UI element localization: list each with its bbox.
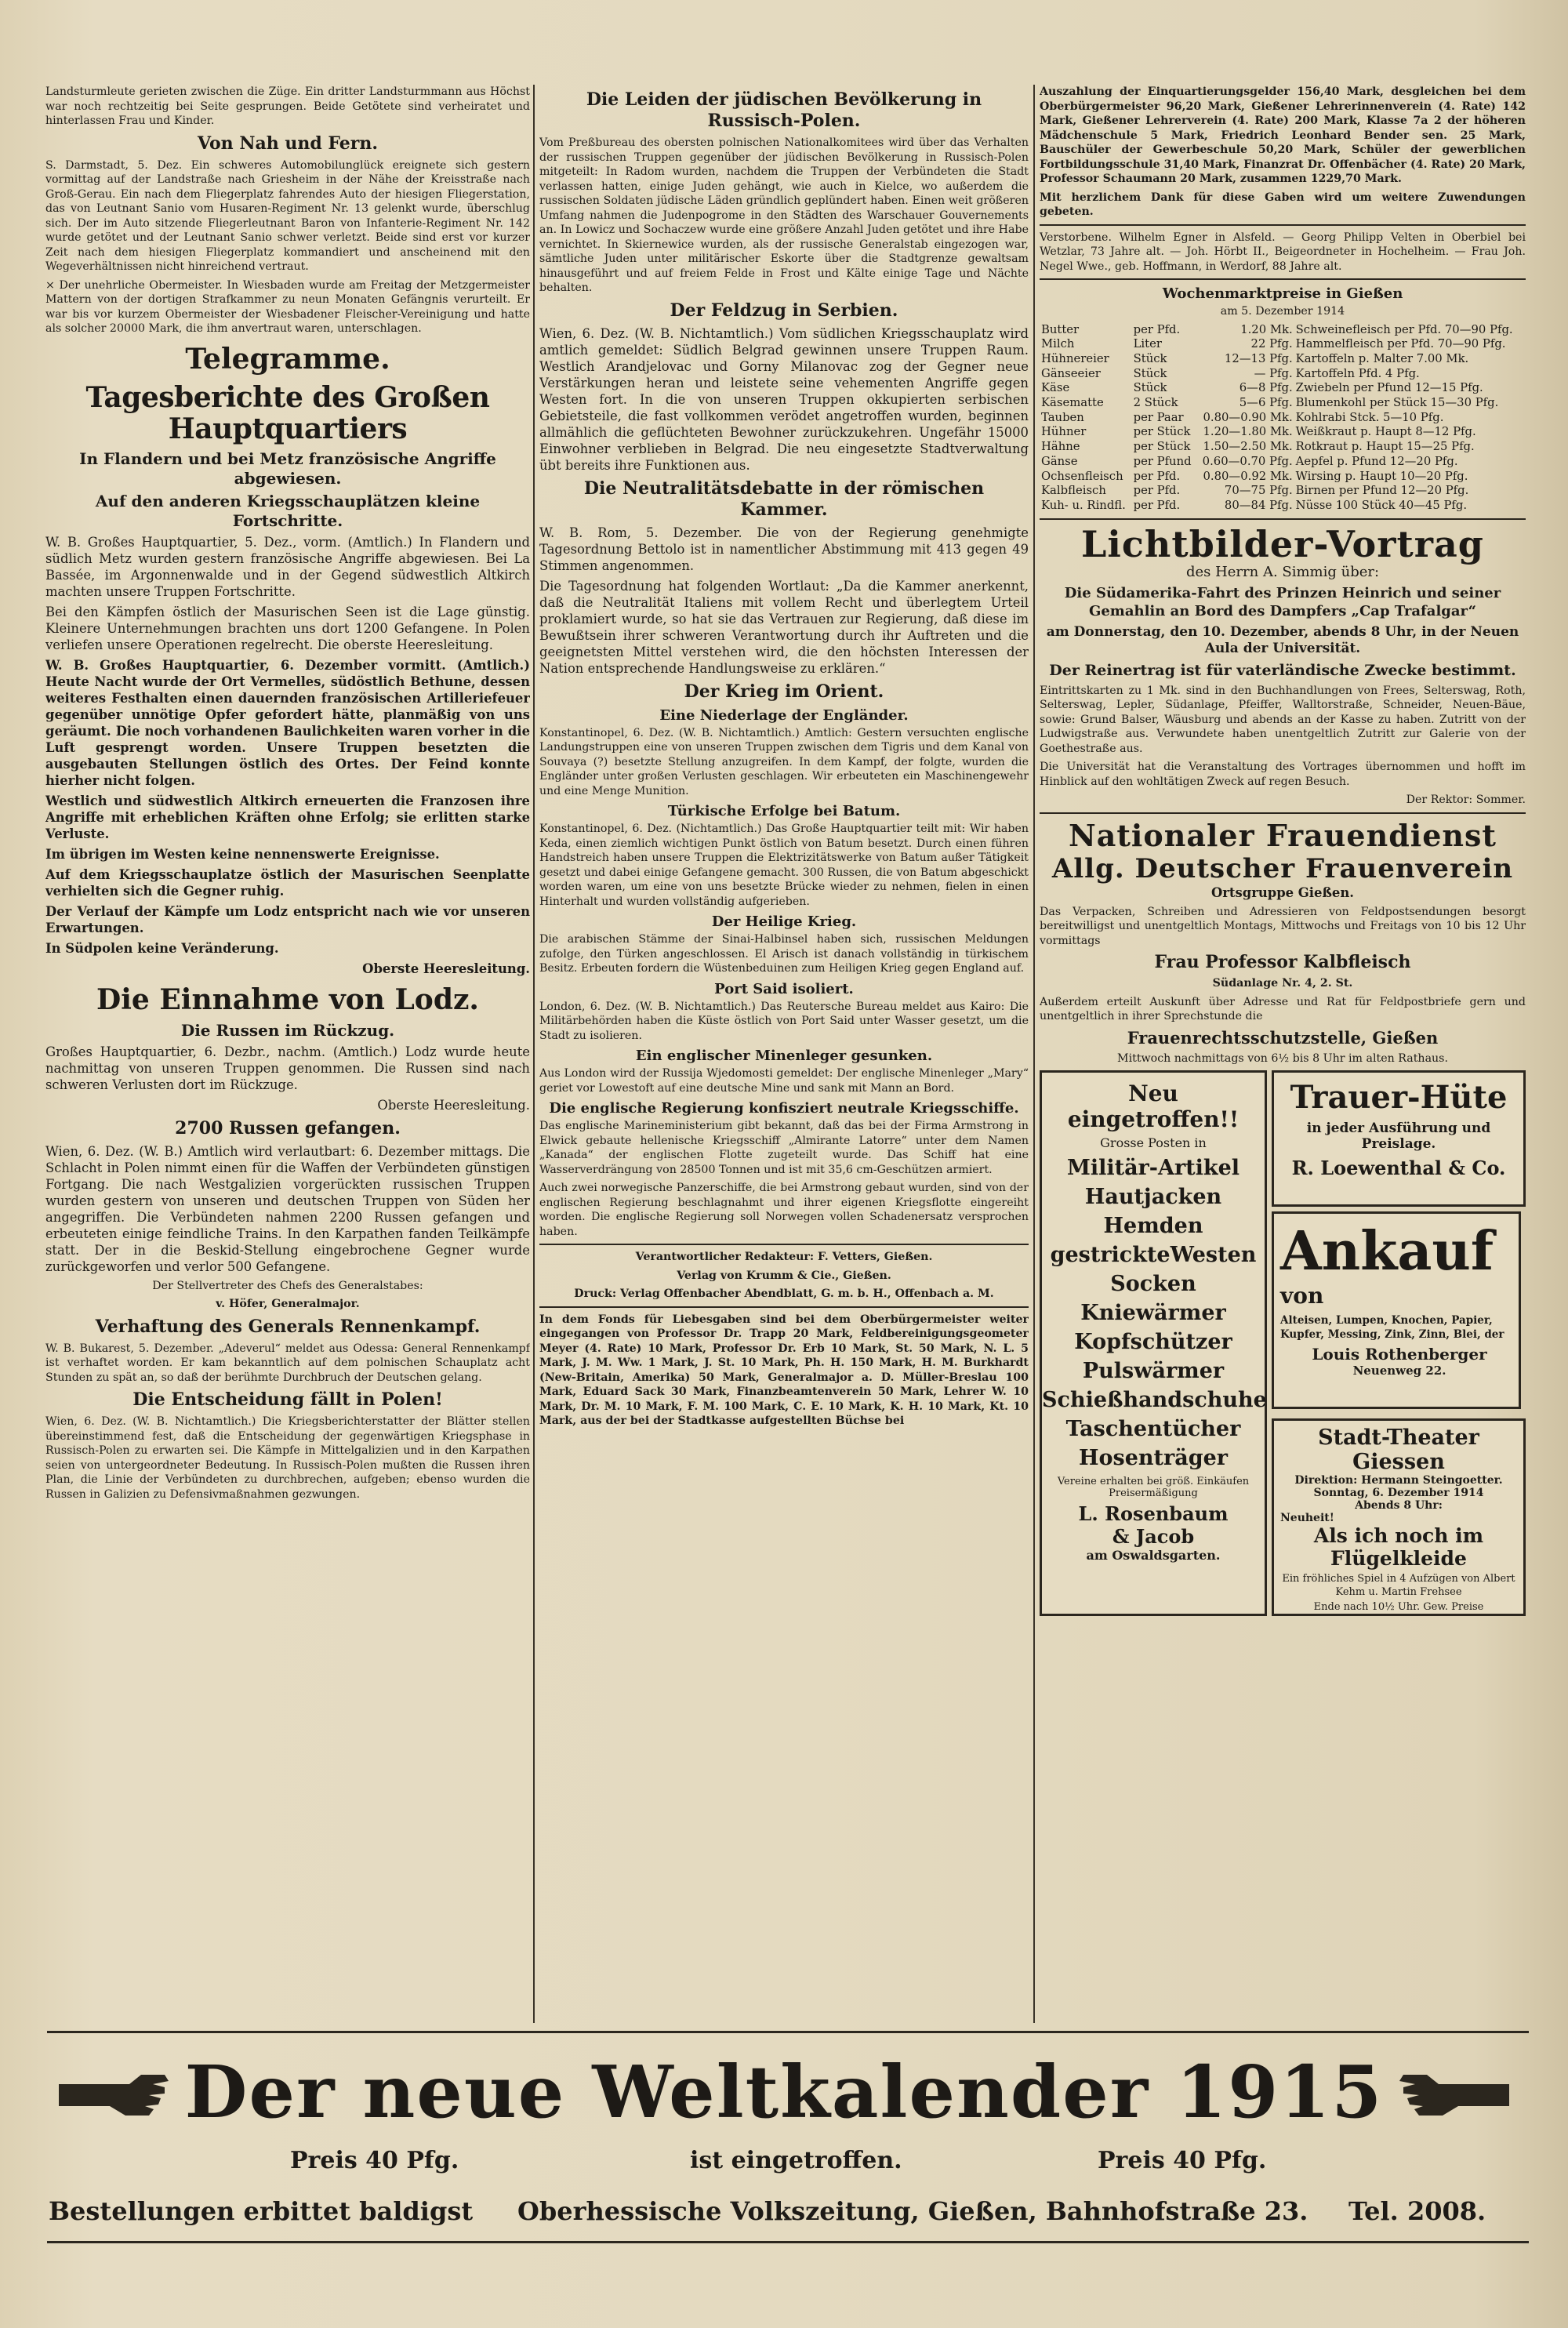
market-price-cell: Gänse xyxy=(1041,454,1078,468)
market-price-cell: 22 Pfg. xyxy=(1250,337,1293,351)
market-price-cell: Kalbfleisch xyxy=(1041,484,1106,498)
advert-address: am Oswaldsgarten. xyxy=(1086,1548,1221,1564)
column-middle xyxy=(539,85,1029,2021)
market-price-cell: Aepfel p. Pfund 12—20 Pfg. xyxy=(1295,454,1458,468)
market-price-cell: Weißkraut p. Haupt 8—12 Pfg. xyxy=(1295,425,1476,439)
lecture-rector: Der Rektor: Sommer. xyxy=(1406,794,1526,807)
section-heading: Der Krieg im Orient. xyxy=(684,681,884,702)
imprint-line: Druck: Verlag Offenbacher Abendblatt, G. m. b. H., Offenbach a. M. xyxy=(574,1287,994,1300)
lecture-topic: Die Südamerika-Fahrt des Prinzen Heinrich und seiner Gemahlin an Bord des Dampfers „Cap Trafalgar“ xyxy=(1064,584,1501,619)
theater-date: Sonntag, 6. Dezember 1914 xyxy=(1313,1487,1484,1500)
footer-top-rule xyxy=(47,2031,1529,2033)
market-price-cell: per Stück xyxy=(1133,440,1191,454)
advert-address: Neuenweg 22. xyxy=(1352,1364,1446,1378)
article-text: Konstantinopel, 6. Dez. (W. B. Nichtamtlich.) Amtlich: Gestern versuchten englische Landungstruppen eine von unseren Truppen zwischen dem Tigris und dem Kanal von Souvaya (?) besetzte Stellung anzugreifen. In dem Kampf, der folgte, wurden die Engländer unter großen Verlusten geschlagen. Wir erbeuteten ein Maschinengewehr und eine Menge Munition. xyxy=(539,726,1029,797)
advert-headline xyxy=(1280,1220,1519,1309)
market-price-row xyxy=(1040,411,1526,426)
obituaries: Verstorbene. Wilhelm Egner in Alsfeld. — Georg Philipp Velten in Oberbiel bei Wetzlar, 73 Jahre alt. — Joh. Hörbt II., Beigeordneter in Hochelheim. — Frau Joh. Negel Wwe., geb. Hoffmann, in Werdorf, 88 Jahre alt. xyxy=(1040,231,1526,273)
advert-item: Hemden xyxy=(1103,1214,1203,1239)
advert-headline: Trauer-Hüte xyxy=(1290,1079,1508,1117)
section-heading: Die Einnahme von Lodz. xyxy=(96,982,479,1016)
imprint-line: Verlag von Krumm & Cie., Gießen. xyxy=(677,1269,891,1282)
market-price-cell: 0.80—0.92 Mk. xyxy=(1203,469,1293,483)
subheading: Ein englischer Minenleger gesunken. xyxy=(635,1048,933,1064)
section-heading: Der Feldzug in Serbien. xyxy=(670,300,898,321)
market-price-cell: Hühner xyxy=(1041,425,1087,439)
article-text: W. B. Großes Hauptquartier, 5. Dez., vorm. (Amtlich.) In Flandern und südlich Metz wurden gestern französische Angriffe abgewiesen. Bei La Bassée, im Argonnenwalde und in der Gegend südwestlich Altkirch machten unsere Truppen Fortschritte. xyxy=(45,534,530,599)
footer-publisher: Oberhessische Volkszeitung, Gießen, Bahnhofstraße 23. xyxy=(517,2196,1308,2226)
market-price-cell: Hammelfleisch per Pfd. 70—90 Pfg. xyxy=(1295,337,1506,351)
theater-play-desc: Ein fröhliches Spiel in 4 Aufzügen von Albert Kehm u. Martin Frehsee xyxy=(1282,1573,1515,1599)
market-price-cell: per Paar xyxy=(1133,410,1184,424)
market-price-cell: Kohlrabi Stck. 5—10 Pfg. xyxy=(1295,410,1444,424)
article-text: Auf dem Kriegsschauplatze östlich der Masurischen Seenplatte verhielten sich die Gegner ruhig. xyxy=(45,866,530,899)
article-text: W. B. Bukarest, 5. Dezember. „Adeverul“ meldet aus Odessa: General Rennenkampf ist verhaftet worden. Er kam bekanntlich auf dem polnischen Schauplatz acht Stunden zu spät an, so daß der berühmte Durchbruch der Deutschen gelang. xyxy=(45,1342,530,1384)
market-price-cell: Kartoffeln Pfd. 4 Pfg. xyxy=(1295,366,1420,380)
market-price-cell: Käse xyxy=(1041,381,1070,395)
advert-headline: Stadt-Theater Giessen xyxy=(1318,1425,1479,1475)
theater-end xyxy=(1274,1601,1523,1613)
market-price-row xyxy=(1040,470,1526,485)
frauenverein-title: Allg. Deutscher Frauenverein xyxy=(1051,852,1514,884)
market-price-row xyxy=(1040,440,1526,455)
advert-firm: Louis Rothenberger xyxy=(1312,1345,1487,1364)
frauenverein-office: Frauenrechtsschutzstelle, Gießen xyxy=(1127,1027,1439,1048)
market-price-cell: 6—8 Pfg. xyxy=(1239,381,1293,395)
article-text: Großes Hauptquartier, 6. Dezbr., nachm. (Amtlich.) Lodz wurde heute nachmittag von unseren Truppen genommen. Die Russen sind nach schweren Verlusten dort im Rückzuge. xyxy=(45,1044,530,1092)
footer-telephone: Tel. 2008. xyxy=(1348,2196,1486,2226)
advert-item: Pulswärmer xyxy=(1082,1359,1225,1384)
market-price-cell: Tauben xyxy=(1041,410,1084,424)
market-price-row xyxy=(1040,484,1526,499)
headline-tagesberichte: Tagesberichte des Großen Hauptquartiers xyxy=(85,380,490,445)
advert-items: Alteisen, Lumpen, Knochen, Papier, Kupfer, Messing, Zink, Zinn, Blei, der xyxy=(1280,1314,1504,1342)
market-price-cell: per Pfd. xyxy=(1133,484,1181,498)
advert-item: Kniewärmer xyxy=(1080,1301,1226,1326)
market-price-cell: per Stück xyxy=(1133,425,1191,439)
theater-prices: Gew. Preise xyxy=(1423,1601,1484,1614)
hand-pointer-icon xyxy=(55,2068,172,2123)
market-price-cell: Kartoffeln p. Malter 7.00 Mk. xyxy=(1295,351,1469,365)
market-price-cell: Milch xyxy=(1041,337,1075,351)
market-price-row xyxy=(1040,381,1526,396)
advert-ankauf xyxy=(1272,1211,1521,1409)
footer-price-left: Preis 40 Pfg. xyxy=(290,2147,459,2174)
frauenverein-text: Außerdem erteilt Auskunft über Adresse und Rat für Feldpostbriefe gern und unentgeltlich in ihrer Sprechstunde die xyxy=(1040,995,1526,1023)
theater-direction: Direktion: Hermann Steingoetter. xyxy=(1294,1474,1503,1487)
lecture-university: Die Universität hat die Veranstaltung des Vortrages übernommen und hofft im Hinblick auf den wohltätigen Zweck auf regen Besuch. xyxy=(1040,761,1526,788)
article-text: Mit herzlichem Dank für diese Gaben wird um weitere Zuwendungen gebeten. xyxy=(1040,191,1526,218)
lecture-ad-title: Lichtbilder-Vortrag xyxy=(1081,522,1484,565)
article-text: Der Verlauf der Kämpfe um Lodz entspricht nach wie vor unseren Erwartungen. xyxy=(45,903,530,935)
column-divider xyxy=(1033,85,1035,2023)
market-price-cell: 70—75 Pfg. xyxy=(1224,484,1293,498)
advert-firm: L. Rosenbaum xyxy=(1078,1502,1229,1526)
advert-rosenbaum xyxy=(1040,1070,1267,1616)
market-price-cell: 1.20—1.80 Mk. xyxy=(1203,425,1293,439)
theater-novelty: Neuheit! xyxy=(1280,1512,1334,1525)
advert-headline-word: Ankauf xyxy=(1280,1220,1494,1284)
divider xyxy=(539,1306,1029,1308)
advert-note: Vereine erhalten bei größ. Einkäufen Preisermäßigung xyxy=(1057,1476,1250,1500)
market-prices-table xyxy=(1040,323,1526,514)
market-price-cell: Stück xyxy=(1133,351,1167,365)
article-text: × Der unehrliche Obermeister. In Wiesbaden wurde am Freitag der Metzgermeister Mattern von der dortigen Strafkammer zu neun Monaten Gefängnis verurteilt. Er war bis vor kurzem Obermeister der Wiesbadener Fleischer-Vereinigung und hatte als solcher 20000 Mark, die ihm anvertraut waren, unterschlagen. xyxy=(45,278,530,335)
subheading: Port Said isoliert. xyxy=(714,980,854,997)
footer-price-right: Preis 40 Pfg. xyxy=(1098,2147,1267,2174)
section-heading: Verhaftung des Generals Rennenkampf. xyxy=(95,1316,481,1337)
subheading: Der Heilige Krieg. xyxy=(711,913,857,930)
section-heading: 2700 Russen gefangen. xyxy=(175,1117,401,1139)
market-price-cell: per Pfund xyxy=(1133,454,1192,468)
section-heading: Die Entscheidung fällt in Polen! xyxy=(132,1389,443,1410)
article-text: Aus London wird der Russija Wjedomosti gemeldet: Der englische Minenleger „Mary“ geriet vor Lowestoft auf eine deutsche Mine und sank mit Mann an Bord. xyxy=(539,1067,1029,1095)
subheading: Türkische Erfolge bei Batum. xyxy=(667,803,901,819)
advert-headline: Neu eingetroffen!! xyxy=(1067,1080,1240,1133)
advert-stadttheater xyxy=(1272,1418,1526,1616)
market-price-cell: 5—6 Pfg. xyxy=(1239,396,1293,410)
signature: v. Höfer, Generalmajor. xyxy=(216,1298,360,1310)
market-price-row xyxy=(1040,337,1526,352)
market-price-cell: 2 Stück xyxy=(1133,396,1178,410)
advert-headline-von: von xyxy=(1280,1283,1324,1309)
frauendienst-title: Nationaler Frauendienst xyxy=(1069,817,1497,853)
article-text: Die Tagesordnung hat folgenden Wortlaut: „Da die Kammer anerkennt, daß die Neutralität Italiens mit vollem Recht und überlegtem Urteil proklamiert wurde, so hat sie das Vertrauen zur Regierung, daß diese im Bewußtsein ihrer schweren Verantwortung durch ihr Auftreten und die geeignetsten Mittel verstehen wird, die den höchsten Interessen der Nation entsprechende Handlungsweise zu erklären.“ xyxy=(539,578,1029,676)
lecture-proceeds: Der Reinertrag ist für vaterländische Zwecke bestimmt. xyxy=(1049,661,1516,679)
subheading: In Flandern und bei Metz französische Angriffe abgewiesen. xyxy=(79,449,496,488)
market-price-row xyxy=(1040,367,1526,382)
market-price-cell: Stück xyxy=(1133,381,1167,395)
frauenverein-text: Das Verpacken, Schreiben und Adressieren von Feldpostsendungen besorgt bereitwilligst und unentgeltlich Montags, Mittwochs und Freitags von 10 bis 12 Uhr vormittags xyxy=(1040,905,1526,947)
divider xyxy=(1040,812,1526,814)
advert-item: Hautjacken xyxy=(1084,1185,1222,1210)
subheading: Die Russen im Rückzug. xyxy=(180,1020,395,1040)
footer-order: Bestellungen erbittet baldigst xyxy=(49,2196,474,2226)
market-price-cell: Zwiebeln per Pfund 12—15 Pfg. xyxy=(1295,381,1483,395)
market-price-cell: Birnen per Pfund 12—20 Pfg. xyxy=(1295,484,1469,498)
market-price-cell: per Pfd. xyxy=(1133,498,1181,512)
article-text: Das englische Marineministerium gibt bekannt, daß das bei der Firma Armstrong in Elwick gebaute hellenische Kriegsschiff „Almirante Latorre“ unter dem Namen „Kanada“ der englischen Flotte zugeteilt wurde. Das Schiff hat eine Wasserverdrängung von 28500 Tonnen und ist mit 35,6 cm-Geschützen armiert. xyxy=(539,1120,1029,1176)
column-right xyxy=(1040,85,1526,2021)
subheading: Die englische Regierung konfisziert neutrale Kriegsschiffe. xyxy=(549,1100,1019,1117)
market-price-cell: 0.60—0.70 Pfg. xyxy=(1202,454,1293,468)
market-price-cell: Rotkraut p. Haupt 15—25 Pfg. xyxy=(1295,440,1475,454)
article-text: Konstantinopel, 6. Dez. (Nichtamtlich.) Das Große Hauptquartier teilt mit: Wir haben Keda, einen ziemlich wichtigen Punkt östlich von Batum besetzt. Durch einen führen Handstreich haben unsere Truppen die Elektrizitätswerke von Batum außer Tätigkeit gesetzt und dabei einige Gefangene gemacht. 300 Russen, die von Batum abgeschickt worden waren, um eine von uns besetzte Brücke wieder zu nehmen, fielen in einen Hinterhalt und wurden vollständig aufgerieben. xyxy=(539,823,1029,908)
market-price-row xyxy=(1040,425,1526,440)
divider xyxy=(539,1244,1029,1245)
article-text: In dem Fonds für Liebesgaben sind bei dem Oberbürgermeister weiter eingegangen von Professor Dr. Trapp 20 Mark, Feldbereinigungsgeometer Meyer (4. Rate) 10 Mark, Professor Dr. Erb 10 Mark, St. 50 Mark, N. L. 5 Mark, J. M. Ww. 1 Mark, J. St. 10 Mark, Ph. H. 150 Mark, H. M. Burkhardt (New-Britain, Amerika) 50 Mark, Generalmajor a. D. Müller-Breslau 100 Mark, Eduard Sack 30 Mark, Finanzbeamtenverein 50 Mark, Lehrer W. 10 Mark, Dr. M. 10 Mark, F. M. 100 Mark, C. E. 10 Mark, K. H. 10 Mark, Kt. 10 Mark, aus der bei der Stadtkasse aufgestellten Büchse bei xyxy=(539,1313,1029,1427)
signature: Der Stellvertreter des Chefs des Generalstabes: xyxy=(152,1279,423,1292)
article-text: Vom Preßbureau des obersten polnischen Nationalkomitees wird über das Verhalten der russischen Truppen gegenüber der jüdischen Bevölkerung in Russisch-Polen mitgeteilt: In Radom wurden, nachdem die Truppen der Verbündeten die Stadt verlassen hatten, einige Juden gehängt, wie auch in Kielce, wo außerdem die russischen Soldaten jüdische Läden gründlich geplündert haben. Einen weit größeren Umfang nahmen die Judenpogrome in den Städten des Warschauer Gouvernements an. In Lowicz und Sochaczew wurde eine größere Anzahl Juden getötet und ihre Habe vernichtet. In Skiernewice wurden, als der russische Generalstab eingezogen war, sämtliche Juden unter militärischer Eskorte über die Stadtgrenze gewaltsam hinausgeführt und auf freiem Felde in Frost und Kälte einige Tage und Nächte behalten. xyxy=(539,136,1029,294)
lecture-tickets: Eintrittskarten zu 1 Mk. sind in den Buchhandlungen von Frees, Selterswag, Roth, Selterswag, Lepler, Südanlage, Pfeiffer, Walltorstraße, Schneider, Neuen-Bäue, sowie: Grund Balser, Wäusburg und abends an der Kasse zu haben. Zutritt von der Ludwigstraße aus. Verwundete haben unentgeltlich Zutritt zur Galerie von der Goethestraße aus. xyxy=(1040,684,1526,755)
subheading: Eine Niederlage der Engländer. xyxy=(659,706,909,724)
market-price-cell: 80—84 Pfg. xyxy=(1224,498,1293,512)
section-heading-telegramme: Telegramme. xyxy=(185,342,390,376)
market-price-row xyxy=(1040,396,1526,411)
advert-firm: R. Loewenthal & Co. xyxy=(1291,1157,1506,1180)
market-price-cell: Käsematte xyxy=(1041,396,1104,410)
market-prices-heading: Wochenmarktpreise in Gießen xyxy=(1162,285,1403,302)
column-left xyxy=(45,85,530,2021)
advert-trauerhuete xyxy=(1272,1070,1526,1207)
theater-play-title: Als ich noch im Flügelkleide xyxy=(1313,1524,1484,1571)
market-price-cell: Gänseeier xyxy=(1041,366,1101,380)
advert-block xyxy=(1040,1070,1526,1619)
article-text: Auszahlung der Einquartierungsgelder 156,40 Mark, desgleichen bei dem Oberbürgermeister 96,20 Mark, Gießener Lehrerinnenverein (4. Rate) 142 Mark, Gießener Lehrerverein (4. Rate) 200 Mark, Klasse 7a 2 der höheren Mädchenschule 5 Mark, Friedrich Leonhard Bender sen. 25 Mark, Bauschüler der Gewerbeschule 50,20 Mark, Schüler der gewerblichen Fortbildungsschule 31,40 Mark, Finanzrat Dr. Offenbächer (4. Rate) 20 Mark, Professor Schaumann 20 Mark, zusammen 1229,70 Mark. xyxy=(1040,85,1526,185)
divider xyxy=(1040,518,1526,520)
market-price-row xyxy=(1040,499,1526,514)
advert-item: Socken xyxy=(1110,1272,1196,1297)
market-price-cell: per Pfd. xyxy=(1133,322,1181,336)
frauenverein-hours: Mittwoch nachmittags von 6½ bis 8 Uhr im alten Rathaus. xyxy=(1117,1051,1448,1065)
market-price-cell: Hühnereier xyxy=(1041,351,1109,365)
market-price-cell: Wirsing p. Haupt 10—20 Pfg. xyxy=(1295,469,1468,483)
market-price-cell: Schweinefleisch per Pfd. 70—90 Pfg. xyxy=(1295,322,1513,336)
divider xyxy=(1040,224,1526,226)
market-price-cell: Hähne xyxy=(1041,440,1080,454)
advert-item: Schießhandschuhe xyxy=(1042,1388,1267,1413)
market-price-cell: Liter xyxy=(1133,337,1162,351)
market-price-cell: Blumenkohl per Stück 15—30 Pfg. xyxy=(1295,396,1499,410)
section-heading: Von Nah und Fern. xyxy=(197,133,379,154)
market-price-row xyxy=(1040,455,1526,470)
article-text: Bei den Kämpfen östlich der Masurischen Seen ist die Lage günstig. Kleinere Unternehmungen brachten uns dort 1200 Gefangene. In Polen verliefen unsere Operationen regelrecht. Die oberste Heeresleitung. xyxy=(45,604,530,652)
section-heading: Die Neutralitätsdebatte in der römischen Kammer. xyxy=(583,478,985,520)
advert-item: Hosenträger xyxy=(1078,1446,1228,1471)
advert-item: Militär-Artikel xyxy=(1066,1156,1240,1181)
article-text: Wien, 6. Dez. (W. B. Nichtamtlich.) Vom südlichen Kriegsschauplatz wird amtlich gemeldet: Südlich Belgrad gewinnen unsere Truppen Raum. Westlich Arandjelovac und Gorny Milanovac zog der Gegner neue Verstärkungen heran und leistete seine vehementen Angriffe gegen Westen fort. In die von unseren Truppen okkupierten serbischen Gebietsteile, die fast vollkommen verödet angetroffen wurden, beginnen allmählich die geflüchteten Bewohner zurückzukehren. Ungefähr 15000 Einwohner verblieben in Belgrad. Die neu eingesetzte Stadtverwaltung übt bereits ihre Funktionen aus. xyxy=(539,325,1029,473)
article-text: Im übrigen im Westen keine nennenswerte Ereignisse. xyxy=(45,846,440,862)
market-price-cell: Butter xyxy=(1041,322,1080,336)
market-price-row xyxy=(1040,352,1526,367)
lecture-speaker: des Herrn A. Simmig über: xyxy=(1185,563,1380,580)
article-text: Wien, 6. Dez. (W. B.) Amtlich wird verlautbart: 6. Dezember mittags. Die Schlacht in Polen nimmt einen für die Waffen der Verbündeten günstigen Fortgang. Die nach Westgalizien vorgerückten russischen Truppen wurden gestern von unseren und deutschen Truppen von Süden her angegriffen. Die Verbündeten nahmen 2200 Russen gefangen und erbeuteten einige feindliche Trains. In den Karpathen fanden Teilkämpfe statt. Der in die Beskid-Stellung eingebrochene Gegner wurde zurückgeworfen und verlor 500 Gefangene. xyxy=(45,1143,530,1274)
hand-pointer-icon xyxy=(1396,2068,1513,2123)
article-text: Auch zwei norwegische Panzerschiffe, die bei Armstrong gebaut wurden, sind von der englischen Regierung beschlagnahmt und ihrer eigenen Kriegsflotte eingereiht worden. Die englische Regierung soll Norwegen vollen Schadenersatz versprochen haben. xyxy=(539,1182,1029,1238)
market-price-cell: per Pfd. xyxy=(1133,469,1181,483)
advert-item: Taschentücher xyxy=(1065,1417,1241,1442)
imprint-line: Verantwortlicher Redakteur: F. Vetters, Gießen. xyxy=(635,1251,933,1263)
advert-item: Kopfschützer xyxy=(1074,1330,1232,1355)
article-text: Wien, 6. Dez. (W. B. Nichtamtlich.) Die Kriegsberichterstatter der Blätter stellen übereinstimmend fest, daß die Entscheidung der gegenwärtigen Kriegsphase in Russisch-Polen zu erwarten sei. Die Kämpfe in Mittelgalizien und in den Karpathen seien von untergeordneter Bedeutung. In Russisch-Polen mußten die Russen ihren Plan, die Linie der Verbündeten zu durchbrechen, aufgeben; ebenso wurden die Russen in Galizien zu Defensivmaßnahmen gezwungen. xyxy=(45,1415,530,1501)
advert-firm: & Jacob xyxy=(1112,1525,1195,1549)
divider xyxy=(1040,278,1526,280)
footer-arrived: ist eingetroffen. xyxy=(690,2147,902,2174)
market-price-cell: Ochsenfleisch xyxy=(1041,469,1123,483)
market-price-cell: 1.50—2.50 Mk. xyxy=(1203,440,1293,454)
theater-time: Abends 8 Uhr: xyxy=(1355,1499,1443,1513)
frauenverein-address: Südanlage Nr. 4, 2. St. xyxy=(1212,977,1353,990)
market-price-cell: 0.80—0.90 Mk. xyxy=(1203,410,1293,424)
advert-item: gestrickteWesten xyxy=(1050,1243,1257,1268)
market-price-cell: Kuh- u. Rindfl. xyxy=(1041,498,1126,512)
advert-item-list xyxy=(1042,1153,1265,1473)
article-text: Landsturmleute gerieten zwischen die Züge. Ein dritter Landsturmmann aus Höchst war noch rechtzeitig bei Seite gesprungen. Beide Getötete sind verheiratet und hinterlassen Frau und Kinder. xyxy=(45,85,530,127)
article-text: Die arabischen Stämme der Sinai-Halbinsel haben sich, russischen Meldungen zufolge, den Türken angeschlossen. El Arisch ist danach vollständig in türkischem Besitz. Erbeuten fordern die Wüstenbeduinen zum Heiligen Krieg gegen England auf. xyxy=(539,933,1029,975)
market-price-cell: Stück xyxy=(1133,366,1167,380)
article-text: London, 6. Dez. (W. B. Nichtamtlich.) Das Reutersche Bureau meldet aus Kairo: Die Militärbehörden haben die Küste östlich von Port Said unter Wasser gesetzt, um die Stadt zu isolieren. xyxy=(539,1000,1029,1042)
signature: Oberste Heeresleitung. xyxy=(377,1097,530,1113)
advert-subline: in jeder Ausführung und Preislage. xyxy=(1306,1120,1491,1153)
market-price-row xyxy=(1040,323,1526,338)
subheading: Auf den anderen Kriegsschauplätzen kleine Fortschritte. xyxy=(95,491,481,530)
lecture-date: am Donnerstag, den 10. Dezember, abends 8 Uhr, in der Neuen Aula der Universität. xyxy=(1046,623,1519,656)
theater-end-time: Ende nach 10½ Uhr. xyxy=(1313,1601,1421,1614)
market-price-cell: — Pfg. xyxy=(1254,366,1293,380)
market-prices-date: am 5. Dezember 1914 xyxy=(1220,305,1345,318)
article-text: W. B. Großes Hauptquartier, 6. Dezember vormitt. (Amtlich.) Heute Nacht wurde der Ort Vermelles, südöstlich Bethune, dessen weiteres Festhalten einen dauernden französischen Artilleriefeuer gegenüber unnötige Opfer gefordert hätte, planmäßig von uns geräumt. Die noch vorhandenen Baulichkeiten waren vorher in die Luft gesprengt worden. Unsere Truppen besetzten die ausgebauten Stellungen östlich des Ortes. Der Feind konnte hierher nicht folgen. xyxy=(45,657,530,788)
article-text: Westlich und südwestlich Altkirch erneuerten die Franzosen ihre Angriffe mit erheblichen Kräften ohne Erfolg; sie erlitten starke Verluste. xyxy=(45,793,530,841)
article-text: W. B. Rom, 5. Dezember. Die von der Regierung genehmigte Tagesordnung Bettolo ist in namentlicher Abstimmung mit 413 gegen 49 Stimmen angenommen. xyxy=(539,525,1029,573)
market-price-cell: 12—13 Pfg. xyxy=(1224,351,1293,365)
section-heading: Die Leiden der jüdischen Bevölkerung in Russisch-Polen. xyxy=(586,89,982,131)
advert-subline: Grosse Posten in xyxy=(1100,1135,1207,1151)
signature: Oberste Heeresleitung. xyxy=(362,961,530,976)
footer-bottom-rule xyxy=(47,2241,1529,2243)
market-price-cell: Nüsse 100 Stück 40—45 Pfg. xyxy=(1295,498,1468,512)
article-text: S. Darmstadt, 5. Dez. Ein schweres Automobilunglück ereignete sich gestern vormittag auf der Landstraße nach Griesheim in der Nähe der Kreisstraße nach Groß-Gerau. Ein nach dem Fliegerplatz fahrendes Auto der hiesigen Fliegerstation, das von Leutnant Sanio vom Husaren-Regiment Nr. 13 gelenkt wurde, überschlug sich. Der im Auto sitzende Fliegerleutnant Baron von Infanterie-Regiment Nr. 142 wurde getötet und der Leutnant Sanio schwer verletzt. Beide sind erst vor kurzer Zeit nach dem hiesigen Fliegerplatz kommandiert und anscheinend mit den Wegeverhältnissen nicht hinreichend vertraut. xyxy=(45,158,530,273)
market-price-cell: 1.20 Mk. xyxy=(1240,322,1293,336)
column-divider xyxy=(533,85,535,2023)
article-text: In Südpolen keine Veränderung. xyxy=(45,940,279,956)
frauenverein-group: Ortsgruppe Gießen. xyxy=(1211,884,1354,900)
frauenverein-contact: Frau Professor Kalbfleisch xyxy=(1154,952,1411,973)
footer-calendar-title: Der neue Weltkalender 1915 xyxy=(184,2050,1384,2134)
